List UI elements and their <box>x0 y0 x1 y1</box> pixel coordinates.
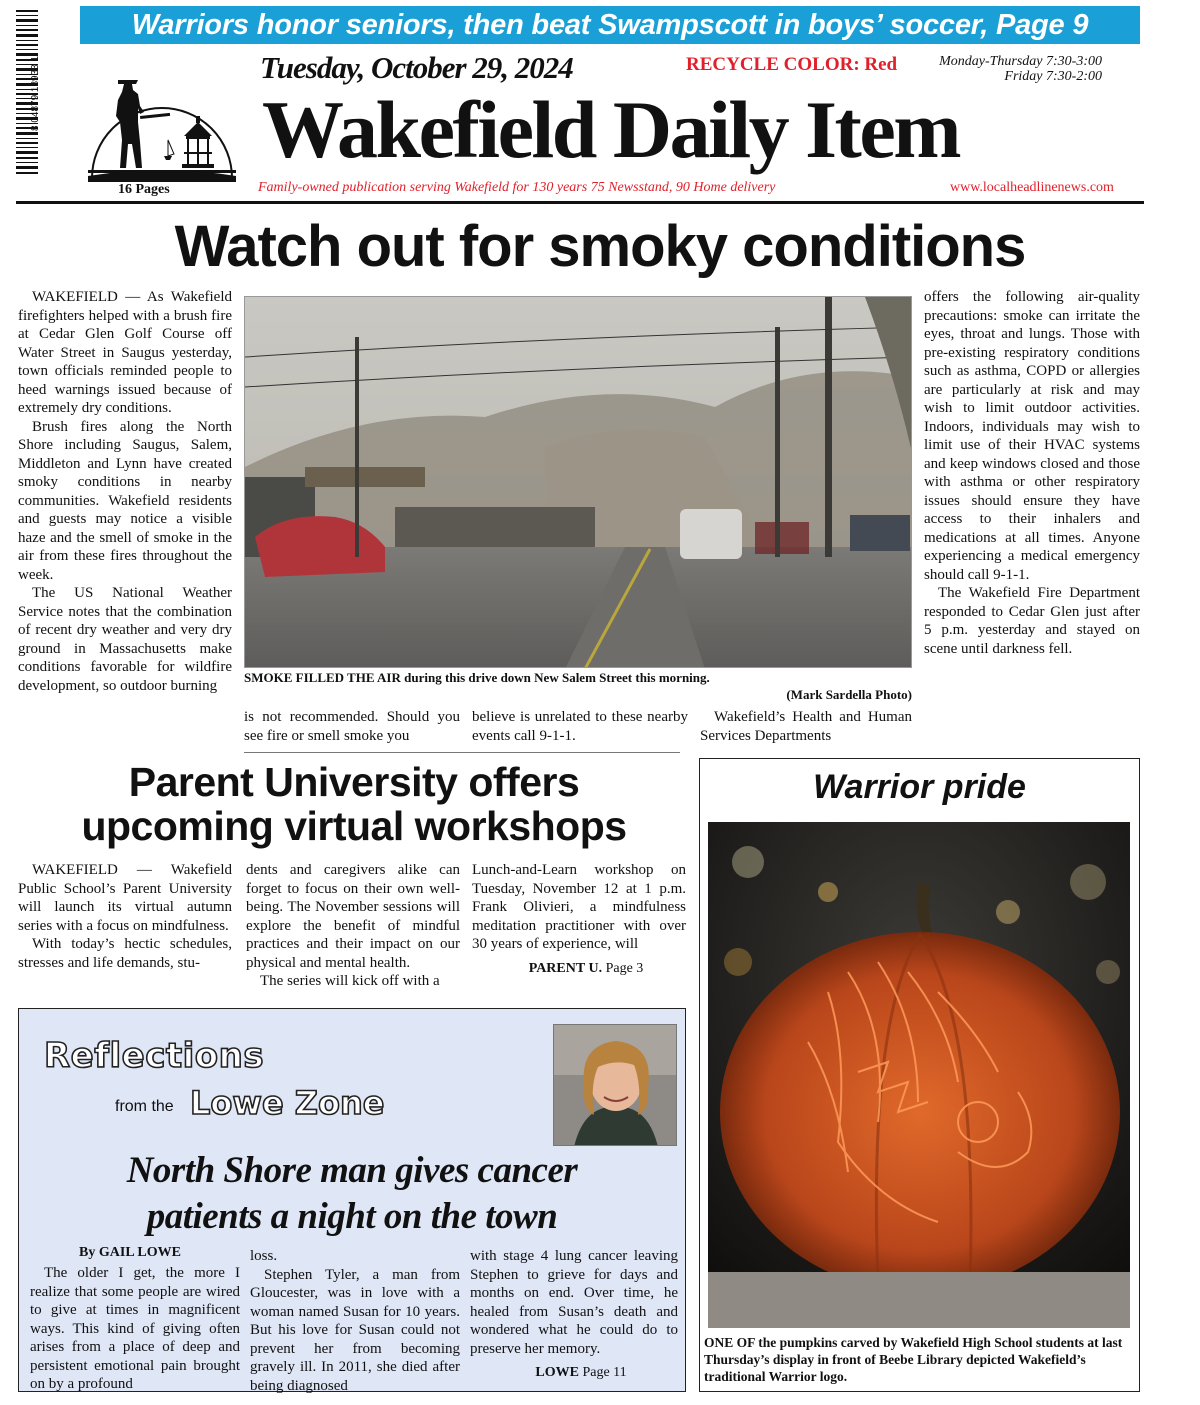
story2-paragraph: The series will kick off with a <box>260 973 440 989</box>
columnist-portrait <box>553 1024 677 1146</box>
feature-title: Warrior pride <box>813 768 1026 806</box>
website-link[interactable]: www.localheadlinenews.com <box>950 180 1114 195</box>
story1-paragraph: is not recommended. Should you see fire or smell smoke you <box>244 709 460 744</box>
section-divider <box>244 752 680 753</box>
story2-paragraph: Lunch-and-Learn workshop on Tuesday, November 12 at 1 p.m. Frank Olivieri, a mindfulness meditation practitioner with over 30 years of experience, will <box>472 862 686 952</box>
story1-col1 <box>18 288 232 695</box>
column-headline-line1: North Shore man gives cancer <box>126 1150 578 1191</box>
column-headline[interactable] <box>30 1148 674 1240</box>
smoke-street-photo <box>244 296 912 668</box>
story2-col1 <box>18 861 232 972</box>
story1-paragraph: Brush fires along the North Shore including Saugus, Salem, Middleton and Lynn have created smoky conditions in nearby communities. Wakefield residents and guests may notice a visible haze and the smell of smoke in the air from these fires throughout the week. <box>18 418 232 583</box>
photo1-caption-text: SMOKE FILLED THE AIR during this drive down New Salem Street this morning. <box>244 670 710 685</box>
story2-col3 <box>472 861 686 978</box>
photo1-credit: (Mark Sardella Photo) <box>786 687 912 702</box>
top-banner-teaser[interactable]: Warriors honor seniors, then beat Swampscott in boys’ soccer, Page 9 <box>80 6 1140 44</box>
story1-col3 <box>472 708 688 745</box>
story1-paragraph: Wakefield’s Health and Human Services Departments <box>700 709 912 744</box>
column-paragraph: with stage 4 lung cancer leaving Stephen to grieve for days and months on end. Over time, he healed from Susan’s death and wondered what he could do to preserve her memory. <box>470 1248 678 1357</box>
story1-col2 <box>244 708 460 745</box>
story2-paragraph: With today’s hectic schedules, stresses and life demands, stu- <box>18 936 232 971</box>
barcode-number: 8 04879 13933 1 <box>30 55 41 131</box>
column-title-from: from the <box>115 1098 174 1115</box>
column-paragraph: Stephen Tyler, a man from Gloucester, was in love with a woman named Susan for 10 years. But his love for Susan could not prevent her from becoming gravely ill. In 2011, she died after being diagnosed <box>250 1266 460 1394</box>
column-col3 <box>470 1247 678 1383</box>
story2-headline-line1: Parent University offers <box>128 759 580 805</box>
story1-col5 <box>924 288 1140 658</box>
story1-headline[interactable]: Watch out for smoky conditions <box>174 214 1026 279</box>
column-jump-page: Page 11 <box>582 1365 627 1380</box>
story1-paragraph: The US National Weather Service notes that the combination of recent dry weather and very dry ground in Massachusetts make conditions favorable for wildfire development, so outdoor burning <box>18 585 232 694</box>
column-paragraph: The older I get, the more I realize that some people are wired to give at times in magnificent ways. This kind of giving often arises from a place of deep and persistent emotional pain brought on by a profound <box>30 1265 240 1392</box>
column-paragraph: loss. <box>250 1248 278 1264</box>
story2-jump[interactable] <box>472 960 686 979</box>
column-headline-line2: patients a night on the town <box>146 1196 558 1237</box>
masthead-logo <box>88 60 236 190</box>
story2-headline-line2: upcoming virtual workshops <box>81 803 627 849</box>
column-byline: By GAIL LOWE <box>79 1245 181 1260</box>
column-jump[interactable] <box>470 1364 678 1383</box>
story2-headline[interactable] <box>18 760 690 848</box>
feature-caption: ONE OF the pumpkins carved by Wakefield High School students at last Thursday’s display in front of Beebe Library depicted Wakefield’s traditional Warrior logo. <box>704 1335 1123 1384</box>
story1-paragraph: believe is unrelated to these nearby events call 9-1-1. <box>472 709 688 744</box>
column-col1 <box>30 1264 240 1394</box>
recycle-color: RECYCLE COLOR: Red <box>686 54 898 75</box>
story2-col2 <box>246 861 460 991</box>
story2-jump-label: PARENT U. <box>528 960 603 976</box>
story1-paragraph: WAKEFIELD — As Wakefield firefighters helped with a brush fire at Cedar Glen Golf Course off Water Street in Saugus yesterday, town officials reminded people to heed warnings issued because of extremely dry conditions. <box>18 289 232 416</box>
newspaper-title: Wakefield Daily Item <box>262 84 960 175</box>
column-title-reflections: Reflections <box>44 1036 265 1076</box>
column-jump-label: LOWE <box>535 1365 579 1380</box>
story1-paragraph: The Wakefield Fire Department responded to Cedar Glen just after 5 p.m. yesterday and stayed on scene until darkness fell. <box>924 585 1140 657</box>
issue-date: Tuesday, October 29, 2024 <box>260 50 573 85</box>
tagline: Family-owned publication serving Wakefield for 130 years 75 Newsstand, 90 Home delivery <box>258 180 776 195</box>
column-col2 <box>250 1247 460 1395</box>
page-count: 16 Pages <box>118 182 170 197</box>
story2-jump-page: Page 3 <box>605 960 644 976</box>
story1-paragraph: offers the following air-quality precautions: smoke can irritate the eyes, throat and lungs. Those with pre-existing respiratory conditions such as asthma, COPD or allergies are particularly at risk and may wish to limit outdoor activities. Indoors, individuals may wish to limit use of their HVAC systems and keep windows closed and those with asthma or other respiratory issues should ensure they have access to their inhalers and medications at all times. Anyone experiencing a medical emergency should call 9-1-1. <box>924 289 1140 583</box>
story2-paragraph: dents and caregivers alike can forget to focus on their own well-being. The November sessions will explore the benefit of mindful practices and their impact on our physical and mental health. <box>246 862 460 971</box>
carved-pumpkin-photo <box>708 822 1130 1328</box>
office-hours <box>910 54 1140 84</box>
photo1-caption <box>244 669 912 703</box>
story2-paragraph: WAKEFIELD — Wakefield Public School’s Parent University will launch its virtual autumn series with a focus on mindfulness. <box>18 862 232 934</box>
hours-friday: Friday 7:30-2:00 <box>1004 69 1102 84</box>
masthead-rule <box>16 201 1144 204</box>
story1-col4 <box>700 708 912 745</box>
column-title-lowe-zone: Lowe Zone <box>190 1084 385 1122</box>
hours-weekday: Monday-Thursday 7:30-3:00 <box>939 54 1102 69</box>
